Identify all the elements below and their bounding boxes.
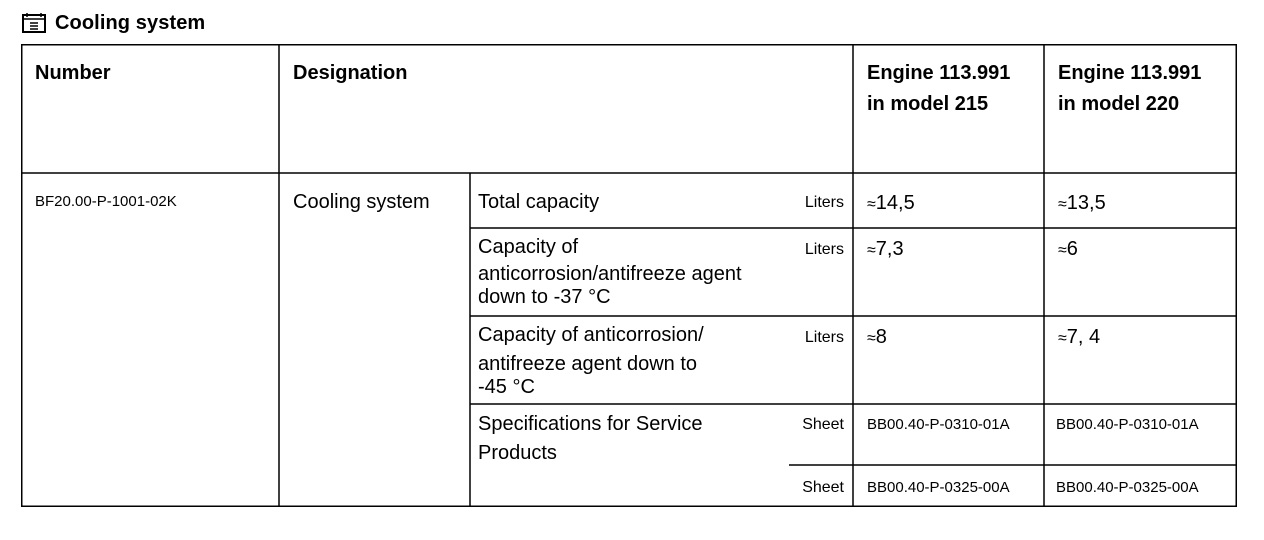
value-model-220: ≈7, 4 xyxy=(1058,326,1101,348)
value-model-220: ≈6 xyxy=(1058,238,1078,260)
sheet-ref-model-220: BB00.40-P-0310-01A xyxy=(1056,416,1199,433)
section-header xyxy=(21,8,205,38)
unit-liters: Liters xyxy=(804,194,844,211)
row-designation: Cooling system xyxy=(293,191,430,213)
approx-symbol: ≈ xyxy=(1058,242,1067,259)
value-model-215: ≈8 xyxy=(867,326,887,348)
row-number: BF20.00-P-1001-02K xyxy=(35,193,177,210)
item-specifications: Specifications for Service Products xyxy=(478,413,703,464)
item-antifreeze-45: Capacity of anticorrosion/ antifreeze agent down to -45 °C xyxy=(478,324,704,398)
item-total-capacity: Total capacity xyxy=(478,191,600,213)
sheet-ref-model-215: BB00.40-P-0310-01A xyxy=(867,416,1010,433)
approx-symbol: ≈ xyxy=(867,330,876,347)
section-title: Cooling system xyxy=(55,11,206,34)
approx-symbol: ≈ xyxy=(1058,330,1067,347)
item-antifreeze-37: Capacity of anticorrosion/antifreeze agent down to -37 °C xyxy=(478,236,742,308)
unit-liters: Liters xyxy=(804,329,844,346)
sheet-ref-model-220: BB00.40-P-0325-00A xyxy=(1056,479,1199,496)
document-icon xyxy=(21,12,49,34)
cooling-system-table xyxy=(21,44,1237,507)
header-engine-215: Engine 113.991 in model 215 xyxy=(867,62,1011,115)
approx-symbol: ≈ xyxy=(1058,196,1067,213)
unit-sheet: Sheet xyxy=(802,479,844,496)
value-model-215: ≈7,3 xyxy=(867,238,904,260)
sheet-ref-model-215: BB00.40-P-0325-00A xyxy=(867,479,1010,496)
header-engine-220: Engine 113.991 in model 220 xyxy=(1058,62,1202,115)
approx-symbol: ≈ xyxy=(867,242,876,259)
unit-sheet: Sheet xyxy=(802,416,844,433)
approx-symbol: ≈ xyxy=(867,196,876,213)
value-model-215: ≈14,5 xyxy=(867,192,915,214)
header-designation: Designation xyxy=(293,62,408,84)
unit-liters: Liters xyxy=(804,241,844,258)
header-number: Number xyxy=(35,62,111,84)
value-model-220: ≈13,5 xyxy=(1058,192,1106,214)
